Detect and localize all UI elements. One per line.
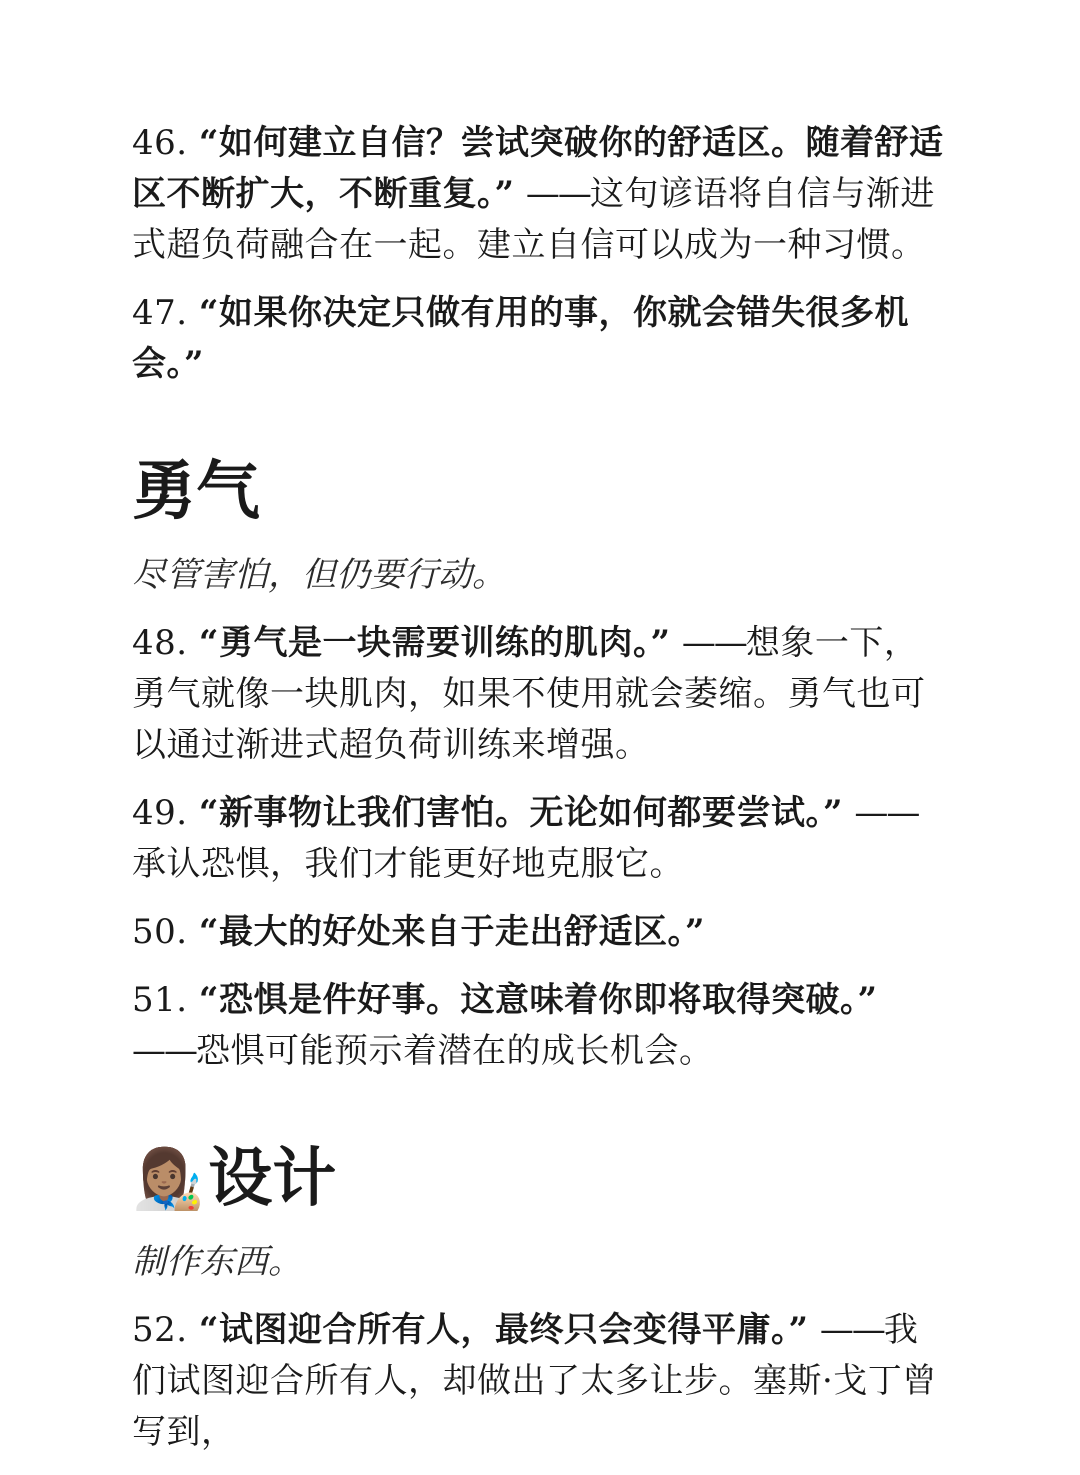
quote-49 <box>132 788 950 890</box>
quote-52 <box>132 1305 950 1458</box>
quote-number: 50. <box>132 912 188 952</box>
quote-48 <box>132 618 950 771</box>
quote-number: 51. <box>132 980 188 1020</box>
artist-emoji-icon: 👩🏽‍🎨 <box>132 1145 205 1213</box>
quote-text: “如何建立自信？尝试突破你的舒适区。随着舒适区不断扩大，不断重复。” <box>132 123 944 214</box>
section-subtitle-courage: 尽管害怕，但仍要行动。 <box>132 555 506 595</box>
quote-comment: 我们试图迎合所有人，却做出了太多让步。塞斯·戈丁曾写到， <box>132 1310 937 1452</box>
quote-dash: —— <box>681 623 746 663</box>
quote-text: “新事物让我们害怕。无论如何都要尝试。” <box>198 793 844 833</box>
quote-46 <box>132 118 950 271</box>
quote-number: 52. <box>132 1310 188 1350</box>
quote-text: “最大的好处来自于走出舒适区。” <box>198 912 706 952</box>
section-title-text: 设计 <box>208 1141 337 1216</box>
quote-dash: —— <box>819 1310 884 1350</box>
quote-dash: —— <box>525 174 590 214</box>
section-title-courage <box>132 452 950 532</box>
quote-text: “试图迎合所有人，最终只会变得平庸。” <box>198 1310 809 1350</box>
quote-dash: —— <box>854 793 919 833</box>
quote-number: 46. <box>132 123 188 163</box>
quote-text: “勇气是一块需要训练的肌肉。” <box>198 623 671 663</box>
quote-comment: 想象一下，勇气就像一块肌肉，如果不使用就会萎缩。勇气也可以通过渐进式超负荷训练来增强。 <box>132 623 926 765</box>
quote-dash: —— <box>132 1031 196 1071</box>
quote-51 <box>132 975 950 1077</box>
section-subtitle-design: 制作东西。 <box>132 1242 302 1282</box>
quote-comment: 恐惧可能预示着潜在的成长机会。 <box>196 1031 714 1071</box>
quote-50 <box>132 907 950 958</box>
section-title-design <box>132 1139 950 1219</box>
quote-text: “如果你决定只做有用的事，你就会错失很多机会。” <box>132 293 909 384</box>
section-title-text: 勇气 <box>132 454 260 529</box>
quote-47 <box>132 288 950 390</box>
article-content <box>132 118 950 1475</box>
quote-comment: 承认恐惧，我们才能更好地克服它。 <box>132 844 684 884</box>
quote-number: 47. <box>132 293 188 333</box>
quote-number: 49. <box>132 793 188 833</box>
quote-text: “恐惧是件好事。这意味着你即将取得突破。” <box>198 980 878 1020</box>
quote-comment: 这句谚语将自信与渐进式超负荷融合在一起。建立自信可以成为一种习惯。 <box>132 174 935 265</box>
quote-number: 48. <box>132 623 188 663</box>
